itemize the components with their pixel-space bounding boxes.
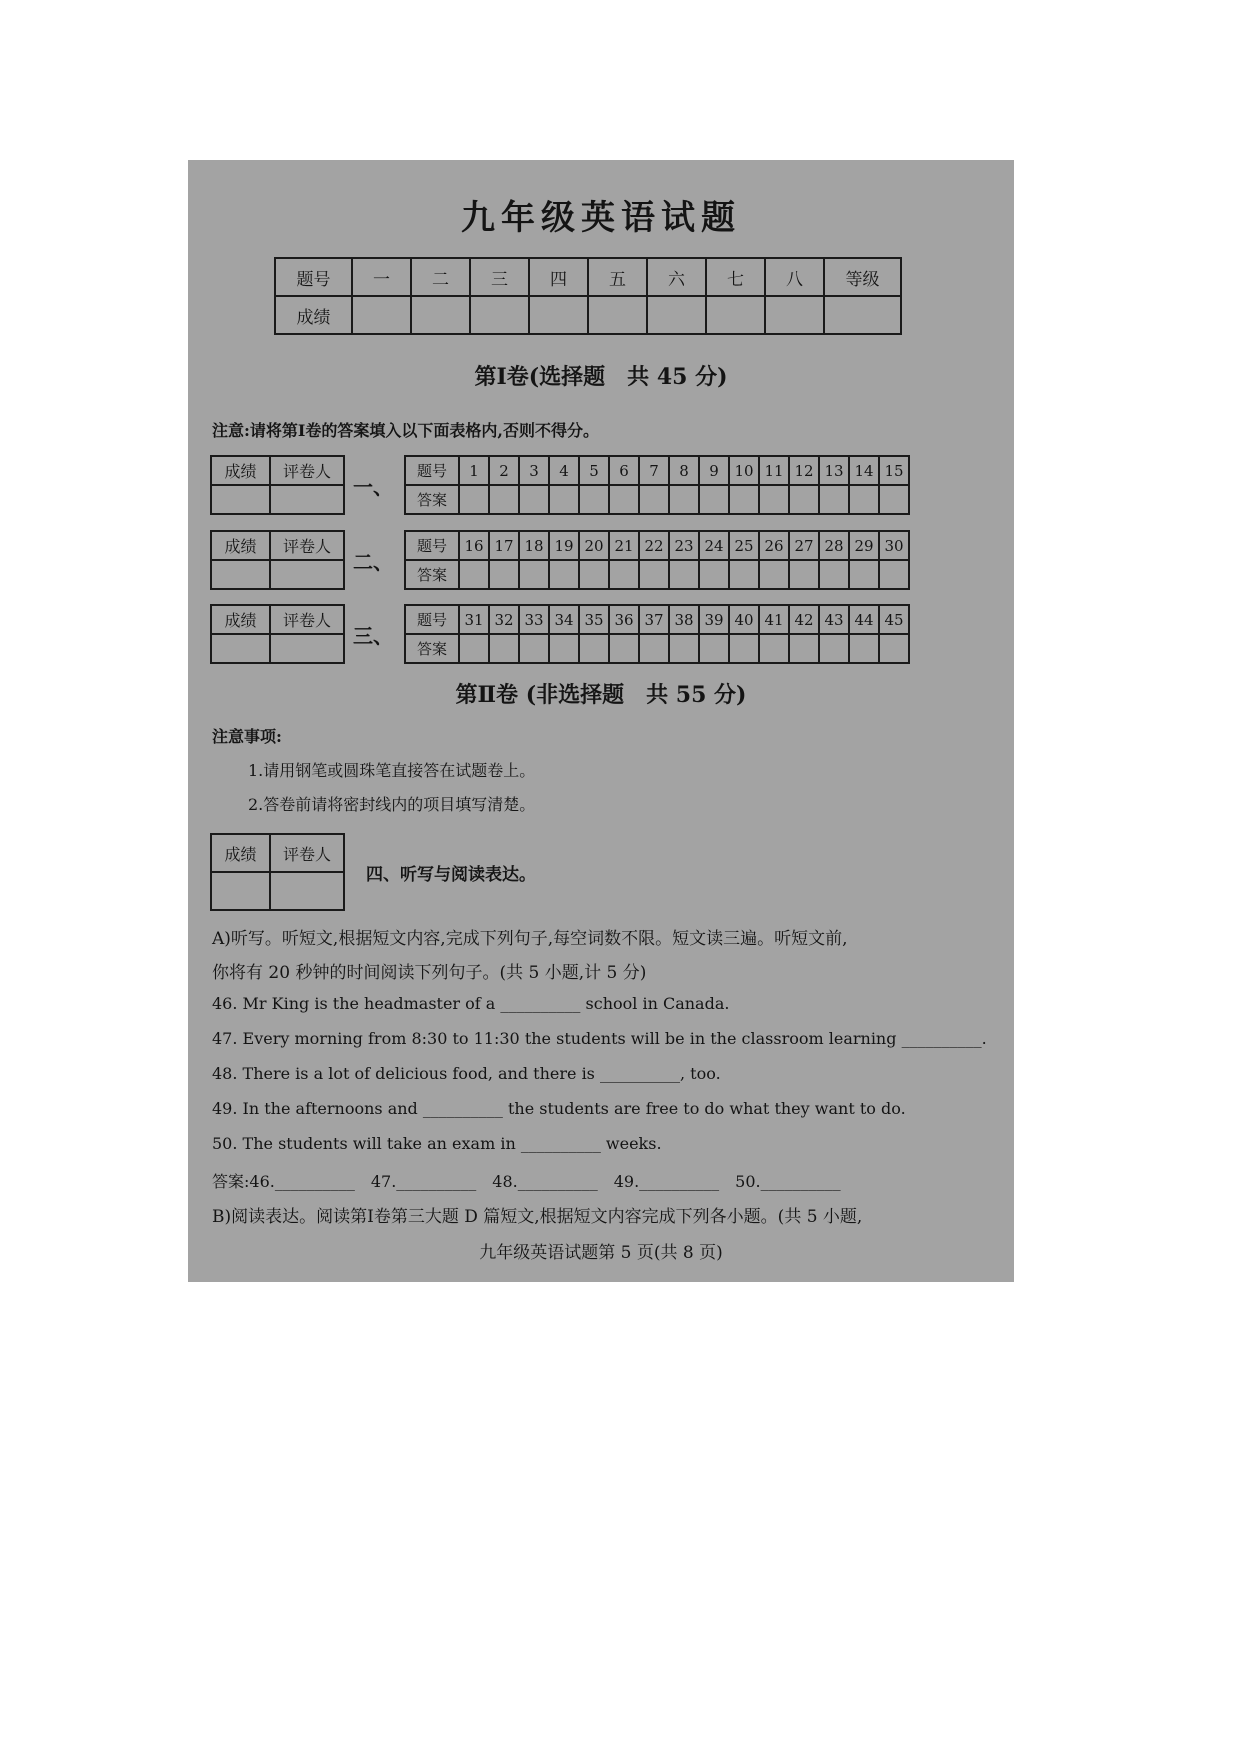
question-number: 18 <box>519 531 549 560</box>
score-table-col: 七 <box>706 258 765 296</box>
score-cell[interactable] <box>529 296 588 334</box>
answer-cell[interactable] <box>729 634 759 663</box>
score-cell[interactable] <box>352 296 411 334</box>
answer-cell[interactable] <box>789 485 819 514</box>
grader-score-label: 成绩 <box>211 531 270 560</box>
answer-cell[interactable] <box>879 485 909 514</box>
grader-name-label: 评卷人 <box>270 834 344 872</box>
question-number: 38 <box>669 605 699 634</box>
question: 47. Every morning from 8:30 to 11:30 the students will be in the classroom learning __________. <box>212 1029 987 1048</box>
answer-cell[interactable] <box>759 634 789 663</box>
score-cell[interactable] <box>588 296 647 334</box>
notice-item: 2.答卷前请将密封线内的项目填写清楚。 <box>248 795 536 814</box>
answer-cell[interactable] <box>849 485 879 514</box>
notice-item: 1.请用钢笔或圆珠笔直接答在试题卷上。 <box>248 761 536 780</box>
part1-note: 注意:请将第Ⅰ卷的答案填入以下面表格内,否则不得分。 <box>212 421 599 440</box>
grader-score-label: 成绩 <box>211 605 270 634</box>
score-table-head: 题号 <box>275 258 352 296</box>
notice-title: 注意事项: <box>212 727 282 746</box>
score-table-col: 一 <box>352 258 411 296</box>
question-number: 16 <box>459 531 489 560</box>
grader-table <box>210 455 345 515</box>
answer-cell[interactable] <box>549 634 579 663</box>
question-number: 7 <box>639 456 669 485</box>
part1-heading: 第Ⅰ卷(选择题 共 45 分) <box>474 364 728 390</box>
question-number: 30 <box>879 531 909 560</box>
question-number: 17 <box>489 531 519 560</box>
answer-cell[interactable] <box>519 634 549 663</box>
question-number: 8 <box>669 456 699 485</box>
answer-grid <box>404 530 910 590</box>
question-number: 43 <box>819 605 849 634</box>
answer-cell[interactable] <box>759 560 789 589</box>
question-number: 15 <box>879 456 909 485</box>
answer-cell[interactable] <box>729 560 759 589</box>
question-number: 13 <box>819 456 849 485</box>
grader-name-cell[interactable] <box>270 485 344 514</box>
answer-cell[interactable] <box>519 485 549 514</box>
question-number: 29 <box>849 531 879 560</box>
answer-cell[interactable] <box>489 485 519 514</box>
answer-cell[interactable] <box>669 485 699 514</box>
question-number: 24 <box>699 531 729 560</box>
question-number: 42 <box>789 605 819 634</box>
section-roman: 三、 <box>353 624 393 648</box>
answer-grid <box>404 455 910 515</box>
section-roman: 一、 <box>353 475 393 499</box>
section4-title: 四、听写与阅读表达。 <box>366 865 536 885</box>
answer-grid-ans-label: 答案 <box>405 485 459 514</box>
question: 48. There is a lot of delicious food, and there is __________, too. <box>212 1064 721 1083</box>
answer-line: 答案:46.__________ 47.__________ 48.__________ 49.__________ 50.__________ <box>212 1172 841 1191</box>
answer-grid-ans-label: 答案 <box>405 634 459 663</box>
score-table-col: 八 <box>765 258 824 296</box>
score-table-col: 四 <box>529 258 588 296</box>
answer-cell[interactable] <box>819 634 849 663</box>
grader-score-label: 成绩 <box>211 834 270 872</box>
score-row-label: 成绩 <box>275 296 352 334</box>
question-number: 25 <box>729 531 759 560</box>
paragraph-a-line1: A)听写。听短文,根据短文内容,完成下列句子,每空词数不限。短文读三遍。听短文前, <box>212 929 848 949</box>
grader-score-cell[interactable] <box>211 872 270 910</box>
answer-cell[interactable] <box>639 634 669 663</box>
question-number: 3 <box>519 456 549 485</box>
score-table-col: 六 <box>647 258 706 296</box>
question-number: 11 <box>759 456 789 485</box>
question: 50. The students will take an exam in __________ weeks. <box>212 1134 662 1153</box>
answer-cell[interactable] <box>669 560 699 589</box>
answer-cell[interactable] <box>579 634 609 663</box>
question-number: 37 <box>639 605 669 634</box>
question-number: 22 <box>639 531 669 560</box>
answer-cell[interactable] <box>789 560 819 589</box>
question-number: 12 <box>789 456 819 485</box>
answer-cell[interactable] <box>879 634 909 663</box>
question-number: 2 <box>489 456 519 485</box>
answer-cell[interactable] <box>639 560 669 589</box>
answer-cell[interactable] <box>819 560 849 589</box>
question-number: 44 <box>849 605 879 634</box>
question-number: 14 <box>849 456 879 485</box>
score-table-grade: 等级 <box>824 258 901 296</box>
answer-grid <box>404 604 910 664</box>
question-number: 31 <box>459 605 489 634</box>
score-table-col: 三 <box>470 258 529 296</box>
question-number: 39 <box>699 605 729 634</box>
question-number: 9 <box>699 456 729 485</box>
answer-cell[interactable] <box>609 560 639 589</box>
answer-cell[interactable] <box>879 560 909 589</box>
question-number: 23 <box>669 531 699 560</box>
answer-cell[interactable] <box>759 485 789 514</box>
grader-name-cell[interactable] <box>270 872 344 910</box>
grader-table <box>210 833 345 911</box>
score-table <box>274 257 902 335</box>
question-number: 19 <box>549 531 579 560</box>
answer-cell[interactable] <box>699 634 729 663</box>
score-cell[interactable] <box>470 296 529 334</box>
score-cell[interactable] <box>765 296 824 334</box>
grader-score-label: 成绩 <box>211 456 270 485</box>
question-number: 41 <box>759 605 789 634</box>
score-cell[interactable] <box>411 296 470 334</box>
question-number: 1 <box>459 456 489 485</box>
answer-cell[interactable] <box>699 560 729 589</box>
answer-grid-ans-label: 答案 <box>405 560 459 589</box>
answer-grid-num-label: 题号 <box>405 531 459 560</box>
grader-name-cell[interactable] <box>270 560 344 589</box>
answer-cell[interactable] <box>639 485 669 514</box>
grader-table <box>210 604 345 664</box>
grader-score-cell[interactable] <box>211 485 270 514</box>
question-number: 4 <box>549 456 579 485</box>
score-table-col: 五 <box>588 258 647 296</box>
question-number: 5 <box>579 456 609 485</box>
answer-cell[interactable] <box>849 560 879 589</box>
answer-cell[interactable] <box>519 560 549 589</box>
answer-cell[interactable] <box>699 485 729 514</box>
answer-cell[interactable] <box>549 485 579 514</box>
answer-cell[interactable] <box>459 634 489 663</box>
answer-grid-num-label: 题号 <box>405 456 459 485</box>
grader-score-cell[interactable] <box>211 560 270 589</box>
answer-cell[interactable] <box>459 485 489 514</box>
score-table-col: 二 <box>411 258 470 296</box>
grader-name-label: 评卷人 <box>270 456 344 485</box>
grader-score-cell[interactable] <box>211 634 270 663</box>
grader-name-label: 评卷人 <box>270 531 344 560</box>
answer-cell[interactable] <box>789 634 819 663</box>
answer-cell[interactable] <box>579 560 609 589</box>
question-number: 10 <box>729 456 759 485</box>
question: 46. Mr King is the headmaster of a __________ school in Canada. <box>212 994 730 1013</box>
question-number: 40 <box>729 605 759 634</box>
page-footer: 九年级英语试题第 5 页(共 8 页) <box>479 1243 723 1263</box>
answer-cell[interactable] <box>609 634 639 663</box>
question-number: 45 <box>879 605 909 634</box>
question-number: 26 <box>759 531 789 560</box>
answer-cell[interactable] <box>819 485 849 514</box>
paragraph-b: B)阅读表达。阅读第Ⅰ卷第三大题 D 篇短文,根据短文内容完成下列各小题。(共 5 小题, <box>212 1207 863 1227</box>
answer-cell[interactable] <box>549 560 579 589</box>
question-number: 34 <box>549 605 579 634</box>
question: 49. In the afternoons and __________ the students are free to do what they want to do. <box>212 1099 906 1118</box>
score-cell[interactable] <box>647 296 706 334</box>
question-number: 21 <box>609 531 639 560</box>
paragraph-a-line2: 你将有 20 秒钟的时间阅读下列句子。(共 5 小题,计 5 分) <box>212 963 647 983</box>
answer-cell[interactable] <box>489 634 519 663</box>
score-cell[interactable] <box>824 296 901 334</box>
answer-cell[interactable] <box>609 485 639 514</box>
answer-cell[interactable] <box>669 634 699 663</box>
question-number: 27 <box>789 531 819 560</box>
answer-cell[interactable] <box>729 485 759 514</box>
question-number: 6 <box>609 456 639 485</box>
grader-name-cell[interactable] <box>270 634 344 663</box>
answer-cell[interactable] <box>459 560 489 589</box>
grader-table <box>210 530 345 590</box>
answer-cell[interactable] <box>849 634 879 663</box>
score-cell[interactable] <box>706 296 765 334</box>
part2-heading: 第Ⅱ卷 (非选择题 共 55 分) <box>455 682 747 708</box>
answer-cell[interactable] <box>579 485 609 514</box>
answer-cell[interactable] <box>489 560 519 589</box>
question-number: 36 <box>609 605 639 634</box>
question-number: 35 <box>579 605 609 634</box>
question-number: 33 <box>519 605 549 634</box>
question-number: 32 <box>489 605 519 634</box>
grader-name-label: 评卷人 <box>270 605 344 634</box>
answer-grid-num-label: 题号 <box>405 605 459 634</box>
question-number: 20 <box>579 531 609 560</box>
exam-page <box>188 160 1014 1282</box>
question-number: 28 <box>819 531 849 560</box>
section-roman: 二、 <box>353 550 393 574</box>
page-title: 九年级英语试题 <box>461 198 741 238</box>
